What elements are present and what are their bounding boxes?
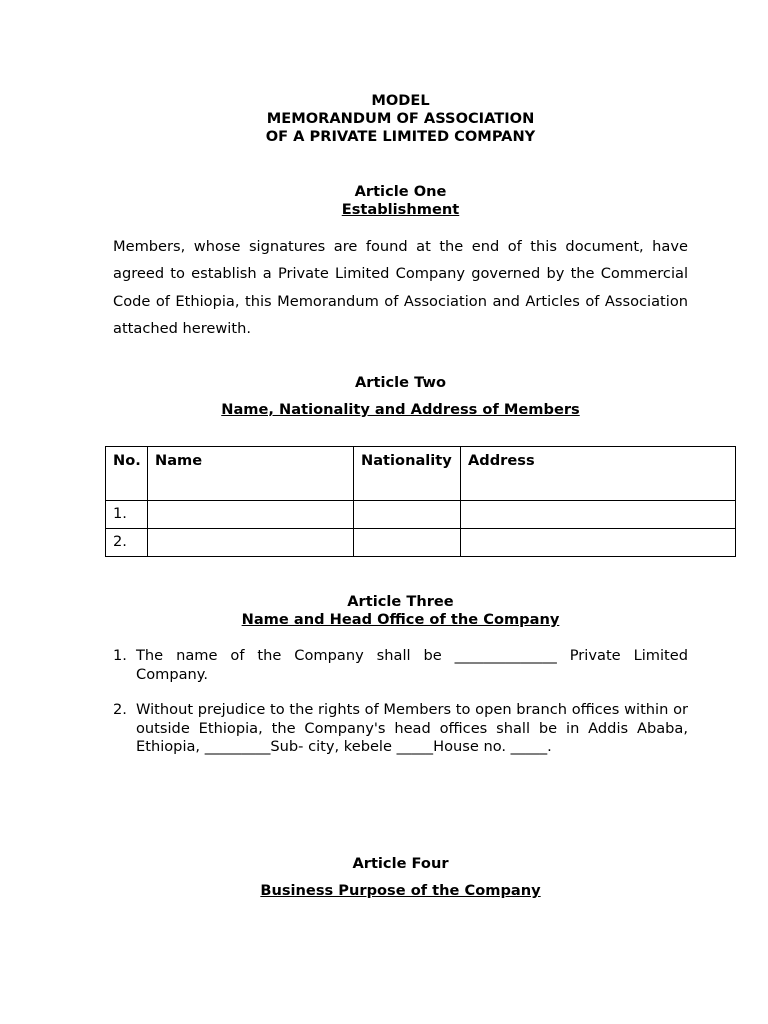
header-company-type: OF A PRIVATE LIMITED COMPANY xyxy=(265,128,536,145)
column-header-name: Name xyxy=(148,447,354,501)
member-nationality-cell xyxy=(354,529,461,557)
article-four-title xyxy=(0,855,768,873)
header-model: MODEL xyxy=(371,92,430,109)
list-item-number: 1. xyxy=(113,647,127,664)
article-three-subtitle: Name and Head Office of the Company xyxy=(241,611,560,628)
article-two-subtitle xyxy=(0,401,768,419)
member-name-cell xyxy=(148,529,354,557)
members-table xyxy=(105,446,736,557)
article-three-heading xyxy=(0,593,768,629)
member-name-cell xyxy=(148,501,354,529)
article-four-subtitle-text: Business Purpose of the Company xyxy=(260,882,541,899)
column-header-no: No. xyxy=(106,447,148,501)
header-memorandum: MEMORANDUM OF ASSOCIATION xyxy=(266,110,535,127)
list-item xyxy=(113,647,688,684)
article-one-body: Members, whose signatures are found at the end of this document, have agreed to establish a Private Limited Company governed by the Commercial Code of Ethiopia, this Memorandum of Association and Articles of Association attached herewith. xyxy=(113,238,688,337)
row-number: 2. xyxy=(106,529,148,557)
member-address-cell xyxy=(461,529,736,557)
column-header-address: Address xyxy=(461,447,736,501)
member-nationality-cell xyxy=(354,501,461,529)
table-row xyxy=(106,501,736,529)
article-two-title-text: Article Two xyxy=(355,374,446,391)
member-address-cell xyxy=(461,501,736,529)
members-table-header xyxy=(106,447,736,501)
row-number: 1. xyxy=(106,501,148,529)
table-row xyxy=(106,529,736,557)
list-item-text: The name of the Company shall be ______________ Private Limited Company. xyxy=(136,647,688,683)
list-item-text: Without prejudice to the rights of Members to open branch offices within or outside Ethiopia, the Company's head offices shall be in Addis Ababa, Ethiopia, _________Sub- city, kebele _____House no. _____. xyxy=(136,701,688,755)
article-three-list xyxy=(113,647,688,774)
article-two-title xyxy=(0,374,768,392)
document-header xyxy=(0,92,768,146)
column-header-nationality: Nationality xyxy=(354,447,461,501)
article-four-title-text: Article Four xyxy=(352,855,449,872)
article-one-subtitle: Establishment xyxy=(341,201,460,218)
article-four-subtitle xyxy=(0,882,768,900)
article-one-title: Article One xyxy=(354,183,447,200)
article-one-heading xyxy=(0,183,768,219)
list-item-number: 2. xyxy=(113,701,127,718)
article-two-subtitle-text: Name, Nationality and Address of Members xyxy=(221,401,580,418)
list-item xyxy=(113,701,688,757)
article-three-title: Article Three xyxy=(347,593,454,610)
